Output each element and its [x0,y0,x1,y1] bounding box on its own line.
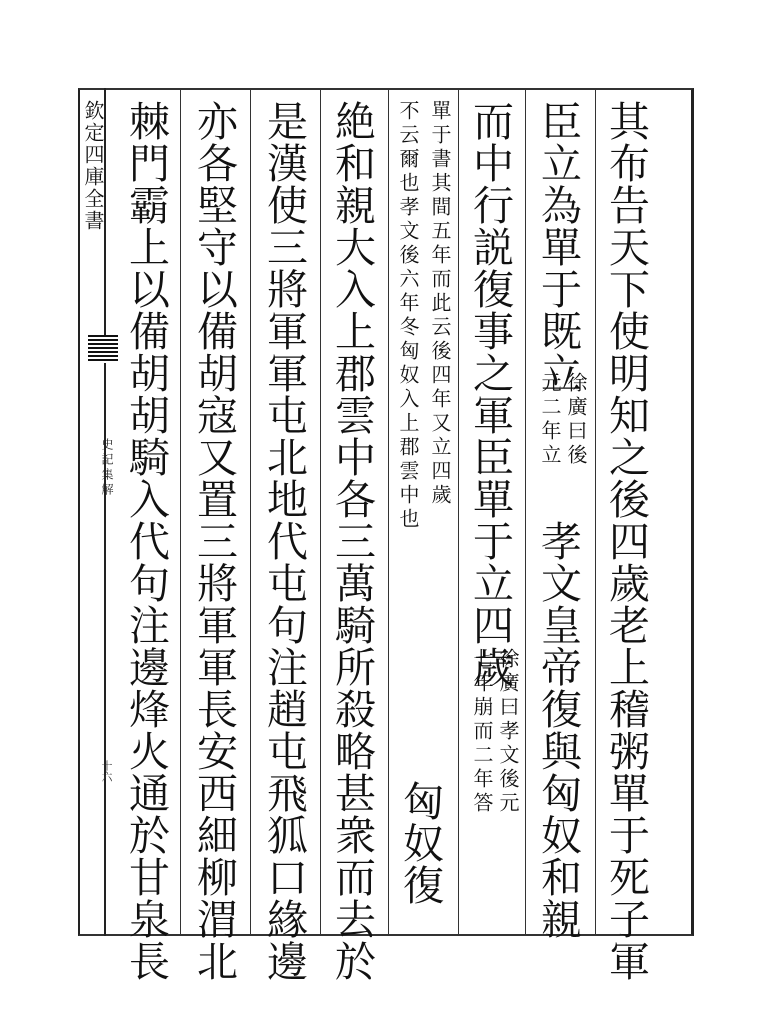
column-text: 絶和親大入上郡雲中各三萬騎所殺略甚衆而去於 [328,100,376,982]
annotation-text: 七年崩而二年答 [470,648,494,816]
annotation-text: 徐廣曰孝文後元 [496,648,520,816]
column-text: 匈奴復 [396,780,444,906]
text-column-7 [192,100,236,982]
column-text: 其布告天下使明知之後四歲老上稽粥單于死子軍 [602,100,650,982]
column-rule [595,88,596,936]
column-text: 棘門霸上以備胡胡騎入代句注邊烽火通於甘泉長 [122,100,170,982]
column-text: 亦各堅守以備胡寇又置三將軍軍長安西細柳渭北 [190,100,238,982]
annotation-column-2a [566,372,586,468]
column-rule [250,88,251,936]
column-text: 臣立為單于既立 [534,100,582,394]
column-rule [525,88,526,936]
annotation-column-3a [498,648,518,816]
text-column-2 [536,100,580,394]
annotation-text: 元二年立 [538,372,562,468]
annotation-text: 單于書其間五年而此云後四年又立四歲 [428,100,452,508]
column-text: 是漢使三將軍軍屯北地代屯句注趙屯飛狐口緣邊 [260,100,308,982]
column-text: 孝文皇帝復與匈奴和親 [534,520,582,940]
column-rule [458,88,459,936]
fold-collection-title: 史記集解 [100,438,114,498]
text-column-3 [468,100,512,688]
text-column-8 [124,100,168,982]
column-text: 而中行説復事之軍臣單于立四歲 [466,100,514,688]
annotation-column-2b [540,372,560,468]
annotation-text: 不云爾也孝文後六年冬匈奴入上郡雲中也 [396,100,420,532]
text-column-1 [604,100,648,982]
column-rule [180,88,181,936]
text-column-5 [330,100,374,982]
fish-tail-mark [88,335,118,363]
text-column-4-cont [398,780,442,906]
text-column-2-cont [536,520,580,940]
column-rule [320,88,321,936]
annotation-column-4b [398,100,418,532]
annotation-column-3b [472,648,492,816]
column-rule [388,88,389,936]
text-column-6 [262,100,306,982]
annotation-column-4a [430,100,450,508]
fold-page-number: 十六 [100,760,113,782]
fold-title: 欽定四庫全書 [81,100,105,232]
annotation-text: 徐廣曰後 [564,372,588,468]
